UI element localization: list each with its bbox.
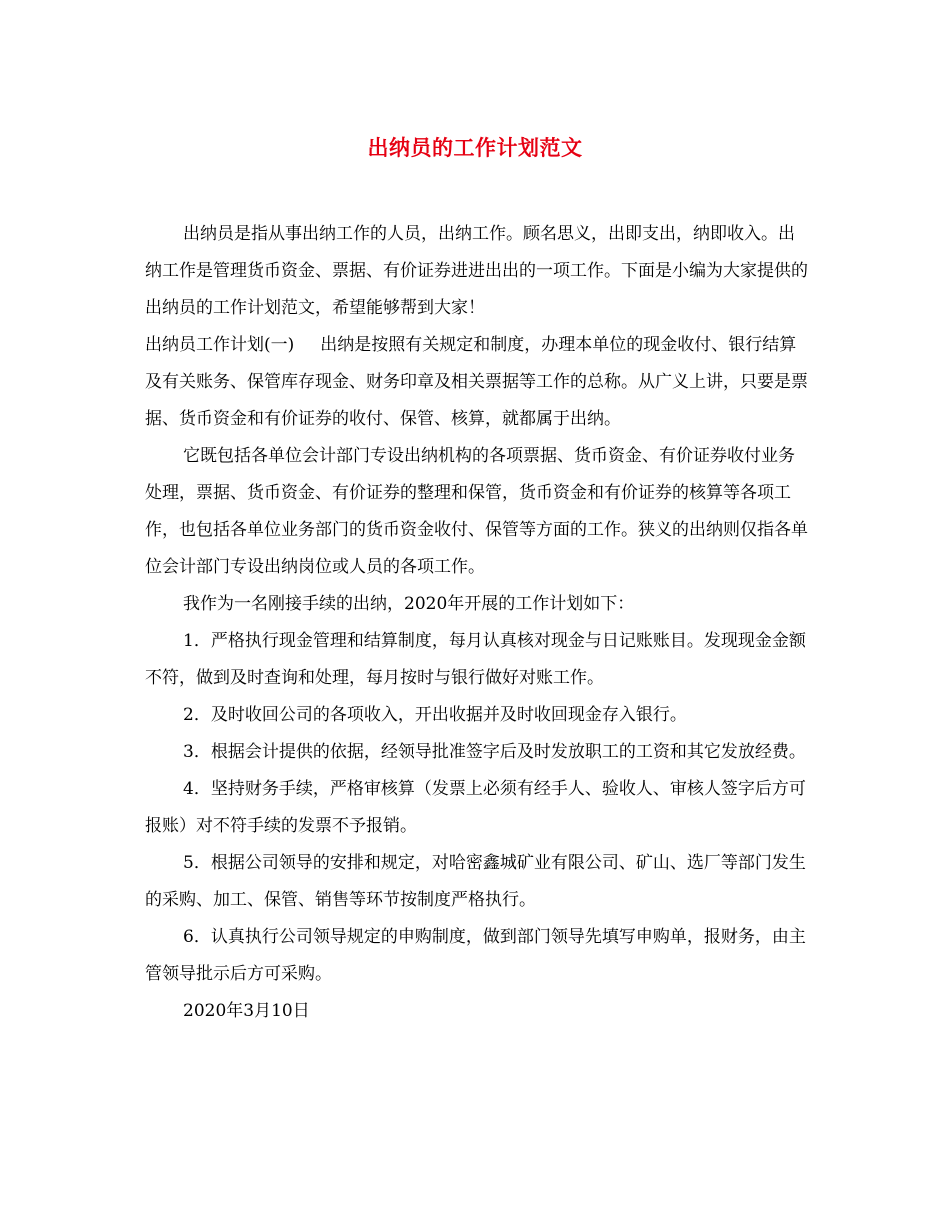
plan-item: 1．严格执行现金管理和结算制度，每月认真核对现金与日记账账目。发现现金金额不符，做到及时查询和处理，每月按时与银行做好对账工作。 <box>145 631 806 688</box>
plan-item: 6．认真执行公司领导规定的申购制度，做到部门领导先填写申购单，报财务，由主管领导批示后方可采购。 <box>145 927 806 984</box>
plan-item: 2．及时收回公司的各项收入，开出收据并及时收回现金存入银行。 <box>183 705 687 725</box>
plan-intro-text: 出纳是按照有关规定和制度，办理本单位的现金收付、银行结算及有关账务、保管库存现金、财务印章及相关票据等工作的总称。从广义上讲，只要是票据、货币资金和有价证券的收付、保管、核算，就都属于出纳。 <box>145 335 808 429</box>
plan-paragraph <box>145 327 810 438</box>
intro-paragraph: 出纳员是指从事出纳工作的人员，出纳工作。顾名思义，出即支出，纳即收入。出纳工作是管理货币资金、票据、有价证券进进出出的一项工作。下面是小编为大家提供的出纳员的工作计划范文，希望能够帮到大家！ <box>145 224 808 318</box>
document-date: 2020年3月10日 <box>183 1001 310 1021</box>
document-title: 出纳员的工作计划范文 <box>367 135 583 160</box>
scope-paragraph: 它既包括各单位会计部门专设出纳机构的各项票据、货币资金、有价证券收付业务处理，票据、货币资金、有价证券的整理和保管，货币资金和有价证券的核算等各项工作，也包括各单位业务部门的货币资金收付、保管等方面的工作。狭义的出纳则仅指各单位会计部门专设出纳岗位或人员的各项工作。 <box>145 446 808 577</box>
plan-item: 3．根据会计提供的依据，经领导批准签字后及时发放职工的工资和其它发放经费。 <box>183 742 806 762</box>
plan-heading: 出纳员工作计划(一) <box>145 335 295 355</box>
plan-lead-paragraph: 我作为一名刚接手续的出纳，2020年开展的工作计划如下： <box>183 594 635 614</box>
document-body <box>145 216 810 1030</box>
plan-item: 5．根据公司领导的安排和规定，对哈密鑫城矿业有限公司、矿山、选厂等部门发生的采购、加工、保管、销售等环节按制度严格执行。 <box>145 853 806 910</box>
plan-item: 4．坚持财务手续，严格审核算（发票上必须有经手人、验收人、审核人签字后方可报账）对不符手续的发票不予报销。 <box>145 779 806 836</box>
